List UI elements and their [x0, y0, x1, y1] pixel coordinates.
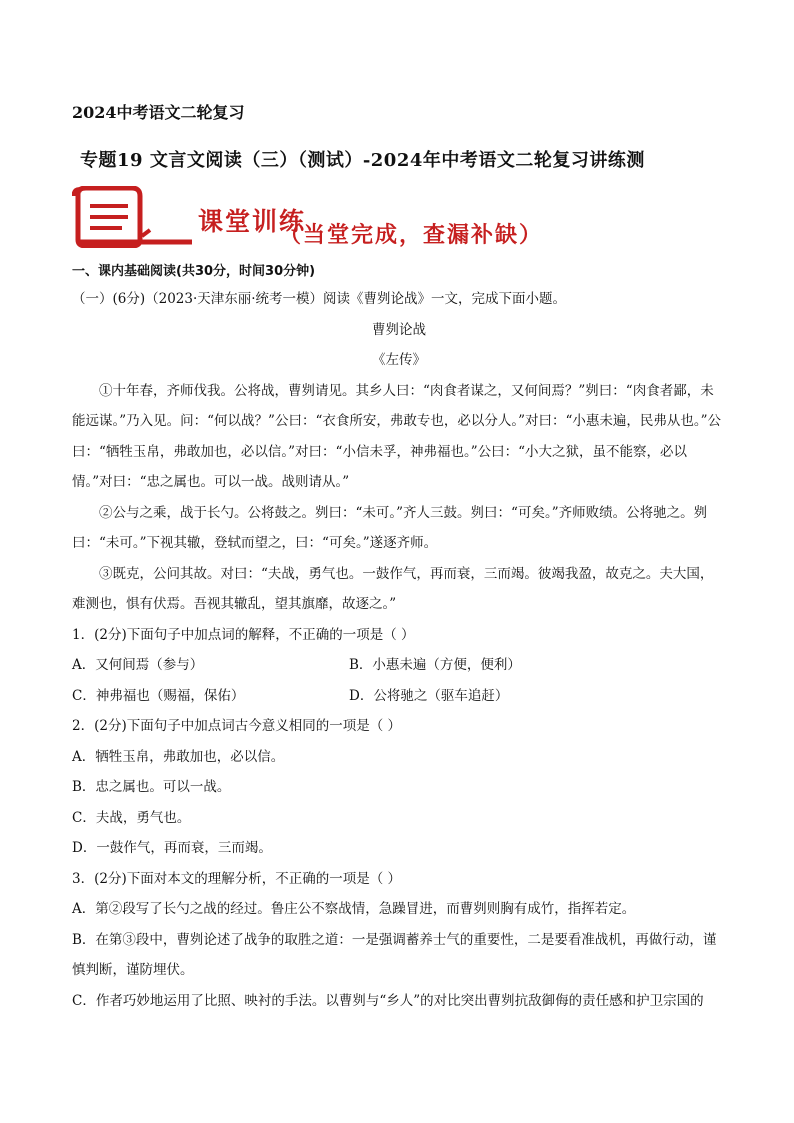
banner: [72, 186, 592, 248]
passage-paragraph-2: ②公与之乘，战于长勺。公将鼓之。刿曰：“未可。”齐人三鼓。刿曰：“可矣。”齐师败绩。公将驰之。刿曰：“未可。”下视其辙，登轼而望之，曰：“可矣。”遂逐齐师。: [72, 504, 708, 551]
passage-source: 《左传》: [372, 352, 426, 368]
option: D．公将驰之（驱车追赶）: [349, 687, 509, 704]
option: A．第②段写了长勺之战的经过。鲁庄公不察战情，急躁冒进，而曹刿则胸有成竹，指挥若定。: [72, 901, 636, 917]
passage-paragraph-1: ①十年春，齐师伐我。公将战，曹刿请见。其乡人曰：“肉食者谋之，又何间焉？”刿曰：“肉食者鄙，未能远谋。”乃入见。问：“何以战？”公曰：“衣食所安，弗敢专也，必以分人。”对曰：“小惠未遍，民弗从也。”公曰：“牺牲玉帛，弗敢加也，必以信。”对曰：“小信未孚，神弗福也。”公曰：“小大之狱，虽不能察，必以情。”对曰：“忠之属也。可以一战。战则请从。”: [72, 382, 722, 490]
passage-title: 曹刿论战: [372, 321, 426, 338]
document-body: [72, 262, 726, 1016]
option: C．神弗福也（赐福，保佑）: [72, 687, 245, 704]
option: D．一鼓作气，再而衰，三而竭。: [72, 840, 272, 856]
option: C．夫战，勇气也。: [72, 809, 191, 826]
option: A．牺牲玉帛，弗敢加也，必以信。: [72, 748, 285, 765]
passage-paragraph-3: ③既克，公问其故。对曰：“夫战，勇气也。一鼓作气，再而衰，三而竭。彼竭我盈，故克之。夫大国，难测也，惧有伏焉。吾视其辙乱，望其旗靡，故逐之。”: [72, 565, 714, 612]
option: B．在第③段中，曹刿论述了战争的取胜之道：一是强调蓄养士气的重要性，二是要看准战机，再做行动，谨慎判断，谨防埋伏。: [72, 931, 717, 978]
option: B．忠之属也。可以一战。: [72, 779, 231, 795]
top-label: 2024中考语文二轮复习: [72, 103, 245, 122]
scroll-icon: [72, 186, 202, 248]
option: A．又何间焉（参与）: [72, 657, 204, 673]
banner-subtitle: （当堂完成，查漏补缺）: [279, 223, 544, 248]
main-title: 专题19 文言文阅读（三）（测试）-2024年中考语文二轮复习讲练测: [80, 150, 645, 171]
section-heading: 一、课内基础阅读(共30分，时间30分钟): [72, 264, 316, 279]
question-stem: 3．(2分)下面对本文的理解分析，不正确的一项是（ ）: [72, 870, 402, 887]
banner-title: 课堂训练: [198, 207, 307, 236]
option-row: [72, 650, 726, 681]
option: B．小惠未遍（方便，便利）: [349, 657, 521, 673]
section-intro: （一）(6分)（2023·天津东丽·统考一模）阅读《曹刿论战》一文，完成下面小题。: [72, 291, 567, 307]
question-stem: 1．(2分)下面句子中加点词的解释，不正确的一项是（ ）: [72, 626, 415, 643]
option: C．作者巧妙地运用了比照、映衬的手法。以曹刿与“乡人”的对比突出曹刿抗敌御侮的责任感和护卫宗国的: [72, 992, 704, 1009]
option-row: [72, 681, 726, 712]
question-stem: 2．(2分)下面句子中加点词古今意义相同的一项是（ ）: [72, 718, 402, 734]
